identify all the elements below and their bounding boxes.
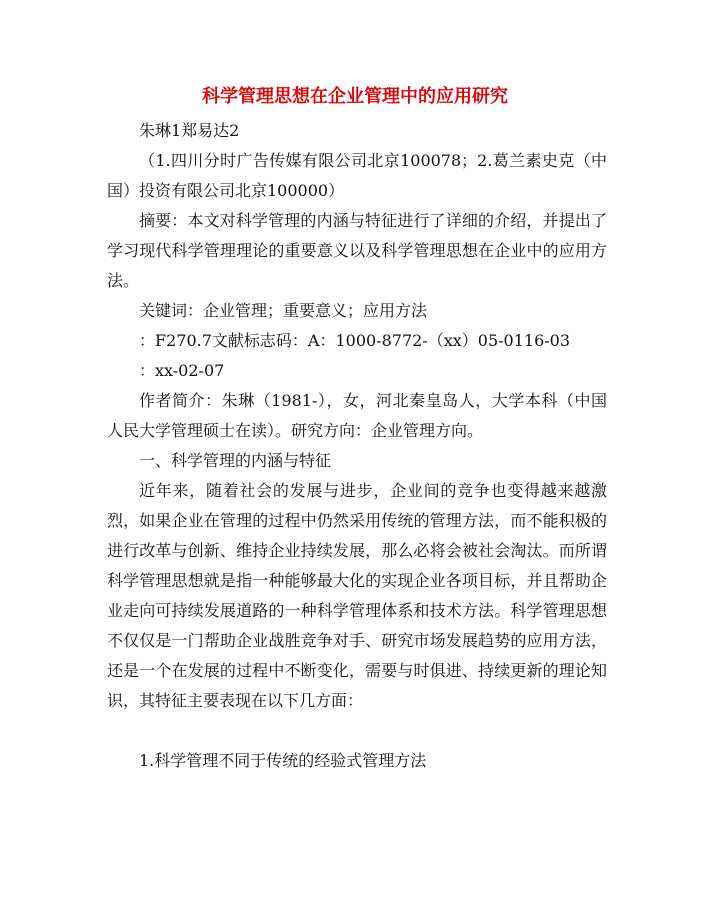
keywords-line: 关键词：企业管理；重要意义；应用方法 — [139, 301, 428, 320]
section-heading: 一、科学管理的内涵与特征 — [139, 451, 332, 470]
section-body-paragraph: 近年来，随着社会的发展与进步，企业间的竞争也变得越来越激烈，如果企业在管理的过程中仍然采用传统的管理方法，而不能积极的进行改革与创新、维持企业持续发展，那么必将会被社会淘汰。而所谓科学管理思想就是指一种能够最大化的实现企业各项目标，并且帮助企业走向可持续发展道路的一种科学管理体系和技术方法。科学管理思想不仅仅是一门帮助企业战胜竞争对手、研究市场发展趋势的应用方法，还是一个在发展的过程中不断变化，需要与时俱进、持续更新的理论知识，其特征主要表现在以下几方面： — [107, 481, 607, 710]
subsection-heading: 1.科学管理不同于传统的经验式管理方法 — [139, 751, 427, 770]
received-date-line: ：xx-02-07 — [139, 361, 225, 380]
authors-line: 朱琳1郑易达2 — [139, 121, 240, 140]
classification-line: ：F270.7文献标志码：A：1000-8772-（xx）05-0116-03 — [139, 331, 571, 350]
author-bio-paragraph: 作者简介：朱琳（1981-），女，河北秦皇岛人，大学本科（中国人民大学管理硕士在读）。研究方向：企业管理方向。 — [107, 391, 607, 440]
document-title: 科学管理思想在企业管理中的应用研究 — [202, 86, 508, 107]
abstract-paragraph: 摘要：本文对科学管理的内涵与特征进行了详细的介绍，并提出了学习现代科学管理理论的重要意义以及科学管理思想在企业中的应用方法。 — [107, 211, 607, 290]
affiliation-paragraph: （1.四川分时广告传媒有限公司北京100078；2.葛兰素史克（中国）投资有限公司北京100000） — [107, 151, 607, 200]
